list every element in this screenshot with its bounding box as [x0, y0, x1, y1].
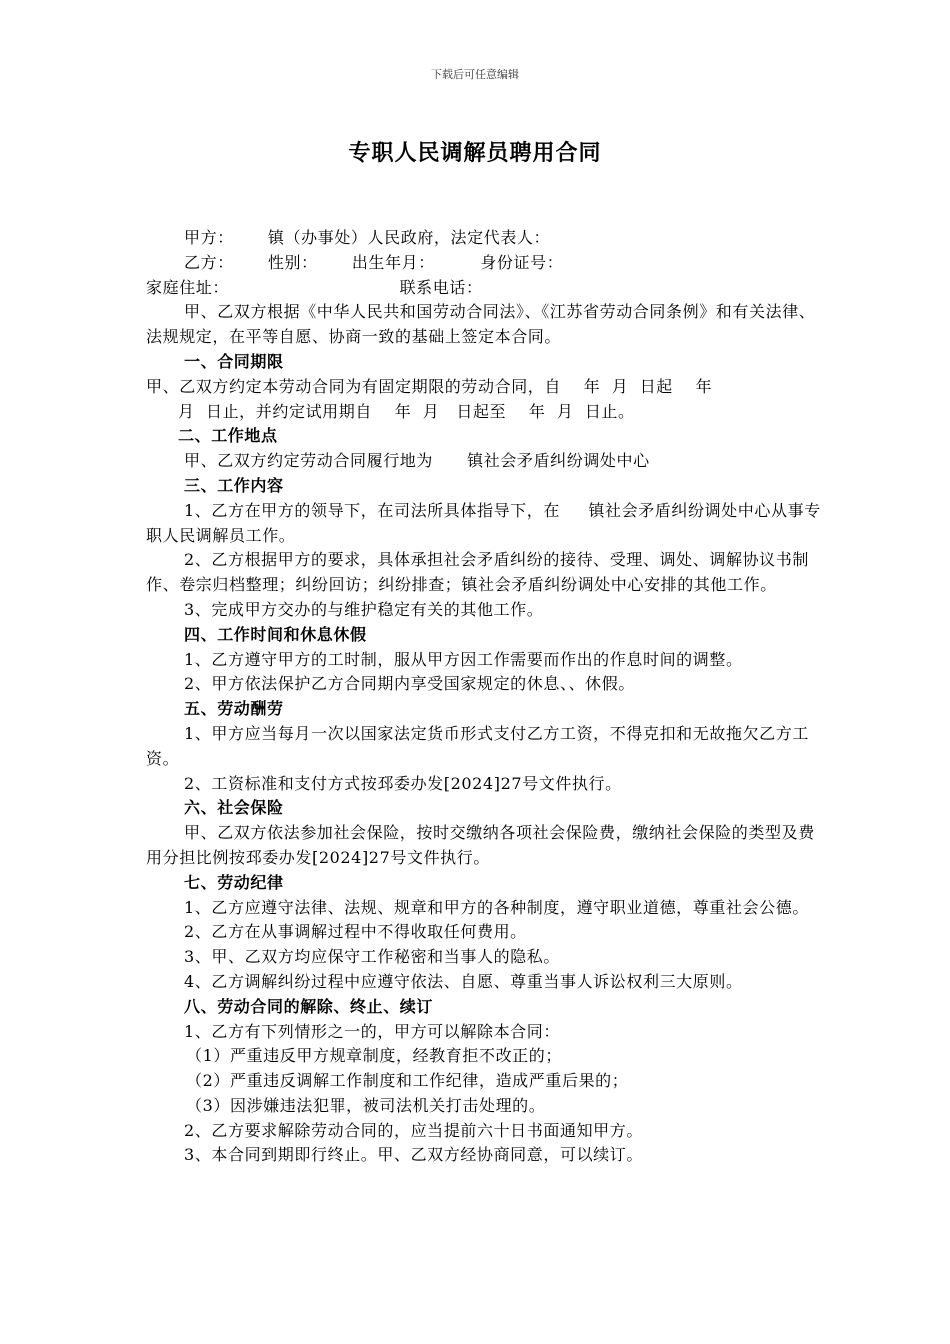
document-body	[146, 226, 826, 1168]
section-heading: 五、劳动酬劳	[184, 699, 284, 719]
section-heading: 七、劳动纪律	[184, 872, 284, 892]
section-heading: 四、工作时间和休息休假	[184, 624, 367, 644]
paragraph: 1、乙方在甲方的领导下，在司法所具体指导下，在 镇社会矛盾纠纷调处中心从事专职人民调解员工作。	[146, 500, 821, 545]
paragraph: 2、乙方根据甲方的要求，具体承担社会矛盾纠纷的接待、受理、调处、调解协议书制作、卷宗归档整理；纠纷回访；纠纷排查；镇社会矛盾纠纷调处中心安排的其他工作。	[146, 550, 809, 595]
paragraph: 1、乙方遵守甲方的工时制，服从甲方因工作需要而作出的作息时间的调整。	[184, 649, 743, 669]
list-item: （3）因涉嫌违法犯罪，被司法机关打击处理的。	[186, 1095, 546, 1115]
paragraph: 1、乙方有下列情形之一的，甲方可以解除本合同：	[184, 1021, 560, 1041]
section-heading: 二、工作地点	[178, 426, 278, 446]
section-heading: 八、劳动合同的解除、终止、续订	[184, 996, 434, 1016]
paragraph: 3、甲、乙双方均应保守工作秘密和当事人的隐私。	[184, 947, 560, 967]
party-a-line: 甲方： 镇（办事处）人民政府，法定代表人：	[184, 228, 551, 247]
paragraph: 4、乙方调解纠纷过程中应遵守依法、自愿、尊重当事人诉讼权利三大原则。	[184, 971, 743, 991]
paragraph: 2、乙方在从事调解过程中不得收取任何费用。	[184, 922, 527, 942]
list-item: （1）严重违反甲方规章制度，经教育拒不改正的；	[186, 1046, 562, 1066]
section-heading: 六、社会保险	[184, 798, 284, 818]
paragraph: 3、完成甲方交办的与维护稳定有关的其他工作。	[184, 599, 544, 619]
party-b-line: 乙方： 性别： 出生年月： 身份证号：	[184, 252, 564, 272]
address-line: 家庭住址： 联系电话：	[146, 277, 483, 297]
paragraph: 2、甲方依法保护乙方合同期内享受国家规定的休息、、休假。	[184, 674, 635, 694]
section-heading: 三、工作内容	[184, 475, 284, 495]
paragraph: 2、工资标准和支付方式按邳委办发[2024]27号文件执行。	[184, 773, 622, 793]
paragraph: 1、乙方应遵守法律、法规、规章和甲方的各种制度，遵守职业道德，尊重社会公德。	[184, 897, 809, 917]
section-heading: 一、合同期限	[184, 351, 284, 371]
list-item: （2）严重违反调解工作制度和工作纪律，造成严重后果的；	[186, 1071, 629, 1091]
paragraph: 2、乙方要求解除劳动合同的，应当提前六十日书面通知甲方。	[184, 1120, 643, 1140]
document-title: 专职人民调解员聘用合同	[348, 140, 602, 166]
paragraph: 1、甲方应当每月一次以国家法定货币形式支付乙方工资，不得克扣和无故拖欠乙方工资。	[146, 723, 809, 768]
paragraph: 3、本合同到期即行终止。甲、乙双方经协商同意，可以续订。	[184, 1145, 643, 1165]
paragraph: 甲、乙双方约定劳动合同履行地为 镇社会矛盾纠纷调处中心	[184, 451, 650, 471]
paragraph: 月 日止，并约定试用期自 年 月 日起至 年 月 日止。	[178, 401, 635, 421]
paragraph: 甲、乙双方约定本劳动合同为有固定期限的劳动合同，自 年 月 日起 年	[146, 376, 713, 396]
preamble-paragraph: 甲、乙双方根据《中华人民共和国劳动合同法》、《江苏省劳动合同条例》和有关法律、法规规定，在平等自愿、协商一致的基础上签定本合同。	[146, 302, 816, 347]
paragraph: 甲、乙双方依法参加社会保险，按时交缴纳各项社会保险费，缴纳社会保险的类型及费用分担比例按邳委办发[2024]27号文件执行。	[146, 823, 815, 867]
page-header: 下载后可任意编辑	[431, 68, 519, 81]
